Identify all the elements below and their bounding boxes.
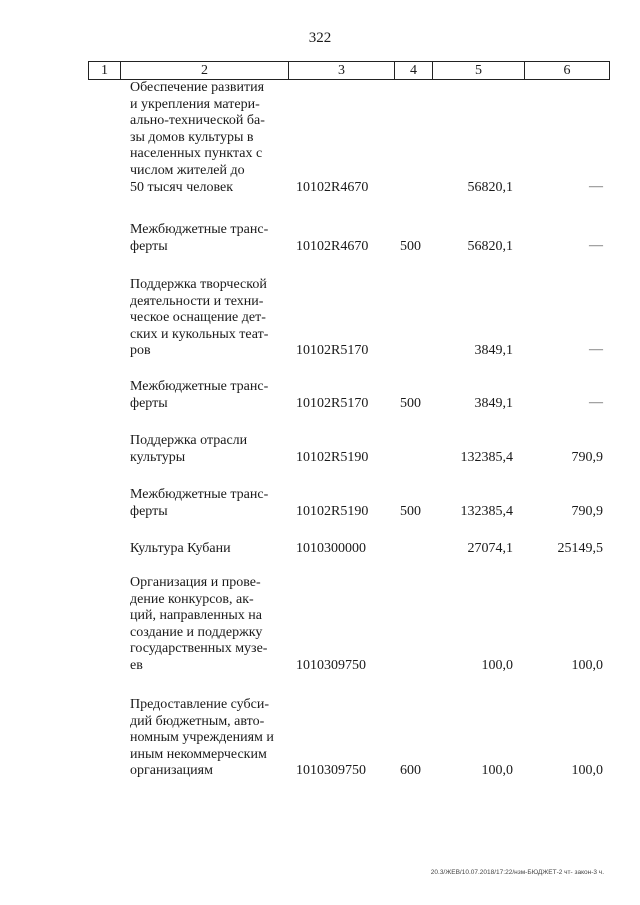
description-line: зы домов культуры в — [130, 129, 254, 145]
row-sum-col5: 3849,1 — [474, 343, 513, 359]
table-header — [88, 61, 610, 80]
description-line: Межбюджетные транс- — [130, 222, 269, 237]
description-line: населенных пунктах с — [130, 146, 263, 162]
row-sum-col5: 56820,1 — [467, 179, 513, 195]
row-sum-col6: 100,0 — [571, 658, 603, 673]
description-line: государственных музе- — [130, 641, 268, 657]
row-sum-col5: 3849,1 — [474, 395, 513, 411]
page-number: 322 — [308, 30, 332, 46]
row-sum-col5: 100,0 — [481, 658, 513, 673]
description-line: ев — [130, 657, 143, 673]
row-code: 10102R5170 — [296, 343, 369, 359]
description-line: ально-технической ба- — [130, 113, 265, 129]
row-description — [130, 541, 281, 558]
header-col-3: 3 — [289, 62, 395, 79]
row-sum-col5: 100,0 — [481, 763, 513, 779]
row-description — [130, 222, 281, 255]
description-line: ферты — [130, 395, 168, 411]
row-description — [130, 697, 281, 780]
header-col-6: 6 — [563, 63, 571, 78]
row-description — [130, 80, 281, 196]
row-sum-col6: 790,9 — [571, 449, 603, 465]
description-line: дий бюджетным, авто- — [130, 713, 265, 729]
description-line: числом жителей до — [130, 162, 245, 178]
description-line: организациям — [130, 763, 213, 779]
description-line: деятельности и техни- — [130, 293, 264, 309]
header-col-5: 5 — [433, 62, 525, 79]
row-sum-col6-dash: — — [589, 342, 603, 358]
row-sum-col6-dash: — — [589, 237, 603, 253]
description-line: номным учреждениям и — [130, 730, 274, 746]
row-code: 10102R5190 — [296, 449, 369, 465]
description-line: дение конкурсов, ак- — [130, 591, 254, 607]
row-expense-type: 500 — [400, 395, 421, 411]
row-sum-col5: 27074,1 — [467, 541, 513, 556]
row-sum-col6: 790,9 — [571, 503, 603, 519]
row-sum-col6-dash: — — [589, 394, 603, 410]
row-code: 10102R4670 — [296, 179, 369, 195]
row-expense-type: 500 — [400, 503, 421, 519]
row-code: 1010300000 — [296, 541, 366, 556]
header-col-4: 4 — [395, 62, 433, 79]
description-line: Культура Кубани — [130, 541, 231, 556]
description-line: ских и кукольных теат- — [130, 326, 269, 342]
row-code: 10102R5190 — [296, 503, 369, 519]
row-sum-col6: 100,0 — [571, 763, 603, 779]
description-line: Поддержка отрасли — [130, 433, 248, 448]
description-line: ферты — [130, 503, 168, 519]
description-line: Межбюджетные транс- — [130, 487, 269, 502]
row-sum-col5: 132385,4 — [460, 503, 513, 519]
description-line: Поддержка творческой — [130, 277, 267, 292]
description-line: Обеспечение развития — [130, 80, 265, 95]
row-sum-col5: 132385,4 — [460, 449, 513, 465]
row-sum-col5: 56820,1 — [467, 238, 513, 254]
description-line: ферты — [130, 238, 168, 254]
row-code: 1010309750 — [296, 658, 366, 673]
row-code: 1010309750 — [296, 763, 366, 779]
description-line: и укрепления матери- — [130, 96, 260, 112]
row-expense-type: 600 — [400, 763, 421, 779]
description-line: 50 тысяч человек — [130, 179, 234, 195]
row-description — [130, 277, 281, 360]
row-expense-type: 500 — [400, 238, 421, 254]
description-line: иным некоммерческим — [130, 746, 267, 762]
description-line: Предоставление субси- — [130, 697, 269, 712]
header-col-1: 1 — [89, 62, 121, 79]
description-line: ров — [130, 343, 151, 359]
row-code: 10102R5170 — [296, 395, 369, 411]
description-line: Организация и прове- — [130, 575, 261, 590]
row-description — [130, 433, 281, 466]
row-code: 10102R4670 — [296, 238, 369, 254]
row-description — [130, 575, 281, 675]
row-sum-col6: 25149,5 — [557, 541, 603, 556]
description-line: создание и поддержку — [130, 624, 263, 640]
row-description — [130, 487, 281, 520]
header-col-2: 2 — [121, 62, 289, 79]
row-sum-col6-dash: — — [589, 178, 603, 194]
description-line: культуры — [130, 449, 186, 465]
description-line: Межбюджетные транс- — [130, 379, 269, 394]
description-line: ций, направленных на — [130, 608, 262, 624]
footer-note: 20.3/ЖЕВ/10.07.2018/17:22/нзм-БЮДЖЕТ-2 чт- закон-3 ч. — [430, 869, 604, 876]
row-description — [130, 379, 281, 412]
description-line: ческое оснащение дет- — [130, 310, 266, 326]
